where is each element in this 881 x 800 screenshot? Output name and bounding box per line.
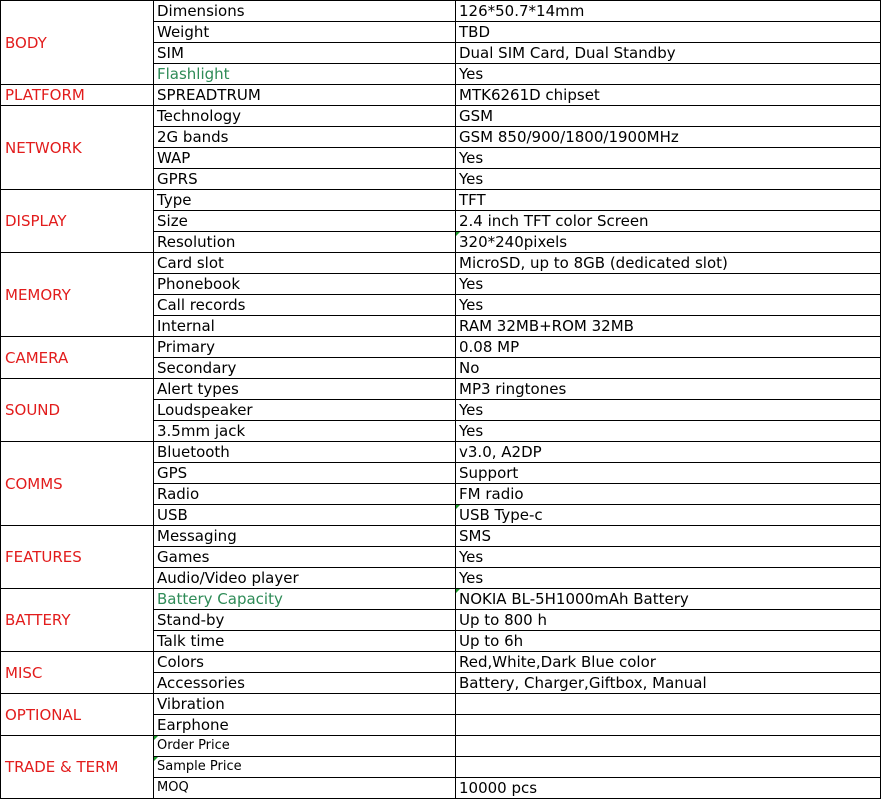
spec-label: Loudspeaker [154, 400, 456, 421]
table-row [1, 106, 881, 127]
spec-value: Yes [456, 421, 881, 442]
spec-label: GPRS [154, 169, 456, 190]
spec-value [456, 757, 881, 778]
spec-value: TBD [456, 22, 881, 43]
table-row [1, 694, 881, 715]
spec-value: Yes [456, 148, 881, 169]
spec-label: Messaging [154, 526, 456, 547]
spec-table-body [1, 1, 881, 799]
table-row [1, 190, 881, 211]
spec-label: Order Price [154, 736, 456, 757]
spec-value: 126*50.7*14mm [456, 1, 881, 22]
spec-label: Resolution [154, 232, 456, 253]
spec-value: 0.08 MP [456, 337, 881, 358]
spec-label: Games [154, 547, 456, 568]
section-heading: SOUND [1, 379, 154, 442]
spec-label: WAP [154, 148, 456, 169]
spec-label: Earphone [154, 715, 456, 736]
table-row [1, 85, 881, 106]
spec-label: Vibration [154, 694, 456, 715]
spec-value: TFT [456, 190, 881, 211]
spec-value: NOKIA BL-5H1000mAh Battery [456, 589, 881, 610]
spec-label: 2G bands [154, 127, 456, 148]
spec-value: 10000 pcs [456, 778, 881, 799]
spec-value [456, 715, 881, 736]
spec-value [456, 694, 881, 715]
spec-label: Weight [154, 22, 456, 43]
spec-value: MTK6261D chipset [456, 85, 881, 106]
spec-value: v3.0, A2DP [456, 442, 881, 463]
section-heading: MISC [1, 652, 154, 694]
spec-value: MicroSD, up to 8GB (dedicated slot) [456, 253, 881, 274]
spec-value: Yes [456, 568, 881, 589]
spec-value: 2.4 inch TFT color Screen [456, 211, 881, 232]
section-heading: FEATURES [1, 526, 154, 589]
spec-label: Technology [154, 106, 456, 127]
spec-label: Internal [154, 316, 456, 337]
spec-value [456, 736, 881, 757]
spec-label: Secondary [154, 358, 456, 379]
spec-value: Yes [456, 64, 881, 85]
spec-label: Sample Price [154, 757, 456, 778]
spec-label: Card slot [154, 253, 456, 274]
spec-value: USB Type-c [456, 505, 881, 526]
spec-label: Phonebook [154, 274, 456, 295]
spec-value: Yes [456, 169, 881, 190]
spec-label: Battery Capacity [154, 589, 456, 610]
spec-value: Yes [456, 547, 881, 568]
section-heading: MEMORY [1, 253, 154, 337]
spec-value: Yes [456, 400, 881, 421]
table-row [1, 736, 881, 757]
section-heading: BODY [1, 1, 154, 85]
spec-label: Talk time [154, 631, 456, 652]
spec-value: RAM 32MB+ROM 32MB [456, 316, 881, 337]
spec-label: SIM [154, 43, 456, 64]
spec-label: Stand-by [154, 610, 456, 631]
spec-value: Dual SIM Card, Dual Standby [456, 43, 881, 64]
section-heading: CAMERA [1, 337, 154, 379]
spec-value: Battery, Charger,Giftbox, Manual [456, 673, 881, 694]
spec-label: Call records [154, 295, 456, 316]
spec-value: FM radio [456, 484, 881, 505]
spec-label: Type [154, 190, 456, 211]
table-row [1, 1, 881, 22]
table-row [1, 253, 881, 274]
section-heading: NETWORK [1, 106, 154, 190]
table-row [1, 526, 881, 547]
spec-label: 3.5mm jack [154, 421, 456, 442]
spec-label: Colors [154, 652, 456, 673]
spec-value: MP3 ringtones [456, 379, 881, 400]
spec-label: GPS [154, 463, 456, 484]
spec-label: Size [154, 211, 456, 232]
spec-label: USB [154, 505, 456, 526]
section-heading: TRADE & TERM [1, 736, 154, 799]
spec-value: Yes [456, 274, 881, 295]
spec-label: MOQ [154, 778, 456, 799]
section-heading: OPTIONAL [1, 694, 154, 736]
spec-value: Yes [456, 295, 881, 316]
table-row [1, 337, 881, 358]
table-row [1, 589, 881, 610]
table-row [1, 652, 881, 673]
spec-label: Audio/Video player [154, 568, 456, 589]
section-heading: BATTERY [1, 589, 154, 652]
spec-value: Up to 6h [456, 631, 881, 652]
spec-label: Accessories [154, 673, 456, 694]
spec-value: 320*240pixels [456, 232, 881, 253]
spec-label: Alert types [154, 379, 456, 400]
spec-value: GSM [456, 106, 881, 127]
spec-value: Support [456, 463, 881, 484]
spec-value: Up to 800 h [456, 610, 881, 631]
spec-label: Flashlight [154, 64, 456, 85]
spec-value: SMS [456, 526, 881, 547]
spec-label: Dimensions [154, 1, 456, 22]
spec-value: No [456, 358, 881, 379]
spec-label: Bluetooth [154, 442, 456, 463]
section-heading: PLATFORM [1, 85, 154, 106]
spec-value: GSM 850/900/1800/1900MHz [456, 127, 881, 148]
table-row [1, 442, 881, 463]
spec-label: SPREADTRUM [154, 85, 456, 106]
table-row [1, 379, 881, 400]
section-heading: DISPLAY [1, 190, 154, 253]
spec-label: Radio [154, 484, 456, 505]
spec-value: Red,White,Dark Blue color [456, 652, 881, 673]
spec-label: Primary [154, 337, 456, 358]
section-heading: COMMS [1, 442, 154, 526]
